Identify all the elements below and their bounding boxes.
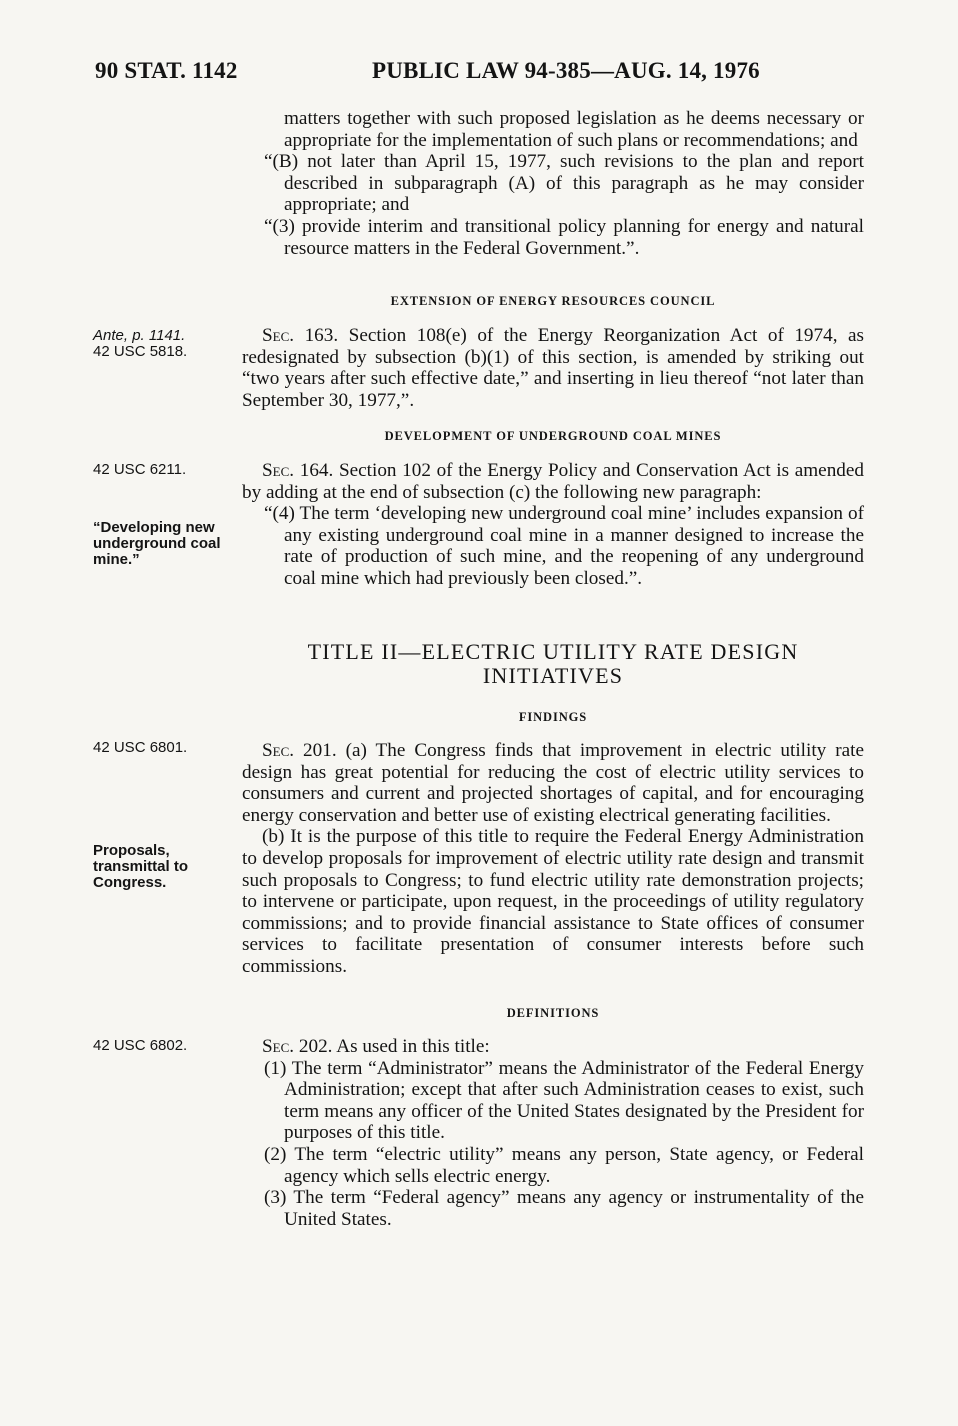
continuation-block bbox=[242, 108, 864, 259]
margin-note-developing: “Developing new underground coal mine.” bbox=[93, 519, 221, 568]
title-heading-line2: INITIATIVES bbox=[482, 663, 624, 688]
section-label: Sec. 163. bbox=[262, 325, 339, 346]
margin-note-proposals: Proposals, transmittal to Congress. bbox=[93, 842, 189, 891]
section-label: Sec. 202. bbox=[262, 1036, 333, 1057]
heading-findings: FINDINGS bbox=[518, 710, 588, 724]
section-164-text: Section 102 of the Energy Policy and Conservation Act is amended by adding at the end of subsection (c) the following new paragraph: bbox=[242, 460, 864, 503]
title-heading-line1: TITLE II—ELECTRIC UTILITY RATE DESIGN bbox=[307, 639, 799, 664]
paragraph-3: “(3) provide interim and transitional policy planning for energy and natural resource matters in the Federal Government.”. bbox=[264, 215, 864, 259]
section-label: Sec. 201. bbox=[262, 740, 337, 761]
section-202 bbox=[242, 1036, 864, 1230]
margin-note-ante: Ante, p. 1141. bbox=[93, 327, 186, 344]
margin-note-usc-6802: 42 USC 6802. bbox=[93, 1037, 188, 1054]
margin-note-usc-6211: 42 USC 6211. bbox=[93, 461, 187, 478]
heading-definitions: DEFINITIONS bbox=[506, 1006, 600, 1020]
definition-1: (1) The term “Administrator” means the Administrator of the Federal Energy Administration; except that after such Administration ceases to exist, such term means any officer of the United States designated by the President for purposes of this title. bbox=[264, 1057, 864, 1144]
section-201-a-text: (a) The Congress finds that improvement in electric utility rate design has great potential for reducing the cost of electric utility services to consumers and current and projected shortages of capital, and for encouraging energy conservation and better use of existing electrical generating facilities. bbox=[242, 740, 864, 826]
running-header: PUBLIC LAW 94-385—AUG. 14, 1976 bbox=[372, 58, 760, 83]
stat-reference: 90 STAT. 1142 bbox=[95, 58, 238, 83]
margin-note-usc-5818: 42 USC 5818. bbox=[93, 343, 188, 360]
paragraph-b: “(B) not later than April 15, 1977, such revisions to the plan and report described in subparagraph (A) of this paragraph as he may consider appropriate; and bbox=[264, 151, 864, 216]
heading-development: DEVELOPMENT OF UNDERGROUND COAL MINES bbox=[384, 429, 722, 443]
section-163 bbox=[242, 325, 864, 411]
paragraph-4: “(4) The term ‘developing new underground coal mine’ includes expansion of any existing underground coal mine in a manner designed to increase the rate of production of such mine, and the reopening of any underground coal mine which had previously been closed.”. bbox=[264, 503, 864, 589]
margin-note-usc-6801: 42 USC 6801. bbox=[93, 739, 188, 756]
section-163-text: Section 108(e) of the Energy Reorganization Act of 1974, as redesignated by subsection (b)(1) of this section, is amended by striking out “two years after such effective date,” and inserting in lieu thereof “not later than September 30, 1977,”. bbox=[242, 325, 864, 411]
section-202-text: As used in this title: bbox=[332, 1036, 490, 1057]
heading-extension: EXTENSION OF ENERGY RESOURCES COUNCIL bbox=[390, 294, 716, 308]
section-164 bbox=[242, 460, 864, 590]
section-label: Sec. 164. bbox=[262, 460, 334, 481]
paragraph-matters: matters together with such proposed legislation as he deems necessary or appropriate for the implementation of such plans or recommendations; and bbox=[284, 108, 864, 151]
definition-3: (3) The term “Federal agency” means any agency or instrumentality of the United States. bbox=[264, 1187, 864, 1230]
definition-2: (2) The term “electric utility” means any person, State agency, or Federal agency which sells electric energy. bbox=[264, 1143, 864, 1187]
section-201-b-text: (b) It is the purpose of this title to require the Federal Energy Administration to develop proposals for improvement of electric utility rate design and transmit such proposals to Congress; to fund electric utility rate demonstration projects; to intervene or participate, upon request, in the proceedings of utility regulatory commissions; and to provide financial assistance to State offices of consumer services to facilitate presentation of consumer interests before such commissions. bbox=[242, 826, 864, 977]
section-201 bbox=[242, 740, 864, 978]
